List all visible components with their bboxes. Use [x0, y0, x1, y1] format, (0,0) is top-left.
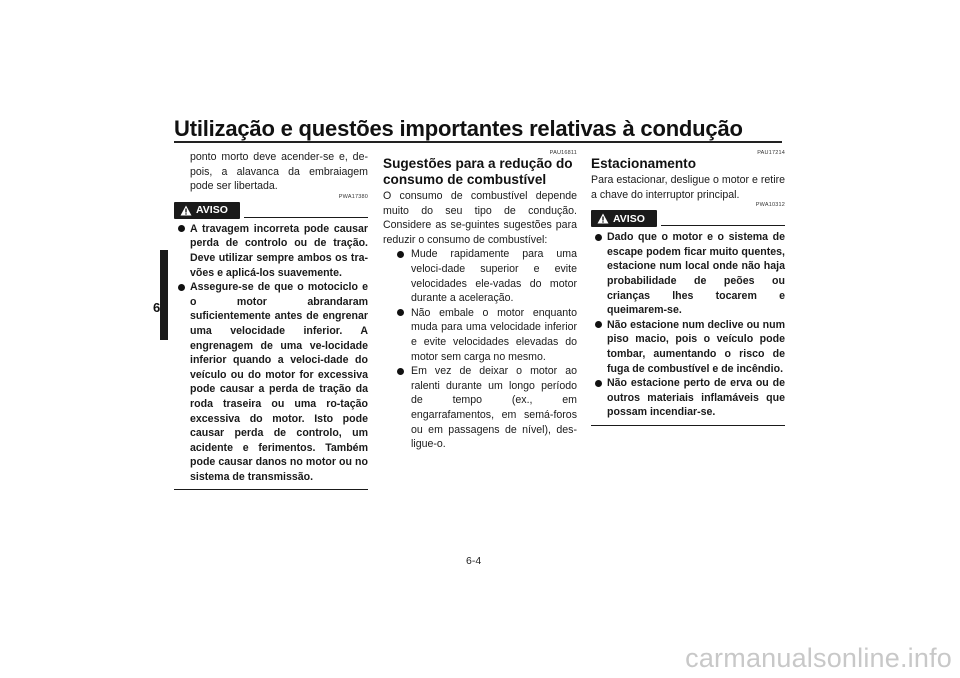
list-item-text: Dado que o motor e o sistema de escape podem ficar muito quentes, estacione num local onde não haja probabilidade de peões ou crianças lhes tocarem e queimarem-se. — [607, 231, 785, 317]
section-title-fuel: Sugestões para a redução do consumo de combustível — [383, 156, 573, 187]
list-item — [591, 230, 785, 318]
reference-code: PWA10312 — [755, 202, 785, 209]
warning-header — [174, 202, 368, 219]
warning-badge — [174, 202, 240, 219]
reference-code: PAU17214 — [757, 150, 785, 156]
list-item — [383, 364, 577, 452]
warning-label: AVISO — [196, 204, 228, 217]
warning-list — [174, 222, 368, 485]
warning-list — [591, 230, 785, 420]
list-item-text: Não embale o motor enquanto muda para uma velocidade inferior e evite velocidades elevadas do motor sem carga no mesmo. — [411, 306, 577, 363]
list-item-text: Assegure-se de que o motociclo e o motor abrandaram suficientemente antes de engrenar uma velocidade inferior. A engrenagem de uma ve-locidade inferior quando a veloci-dade do veículo ou do motor for excessiva pode causar a perda de tração da roda traseira ou uma ro-tação excessiva do motor. Isto pode causar perda de controlo, um acidente e ferimentos. Também pode causar danos no motor ou no sistema de transmissão. — [190, 281, 368, 483]
warning-label: AVISO — [613, 212, 645, 225]
bullet-icon — [178, 284, 185, 291]
chapter-tab-marker — [160, 250, 168, 340]
chapter-number: 6 — [153, 300, 161, 315]
list-item — [174, 222, 368, 280]
list-item-text: Não estacione num declive ou num piso macio, pois o veículo pode tombar, aumentando o risco de fuga de combustível e de incêndio. — [607, 318, 785, 375]
list-item-text: Mude rapidamente para uma veloci-dade superior e evite velocidades ele-vadas do motor durante a aceleração. — [411, 248, 577, 305]
bullet-icon — [595, 321, 602, 328]
list-item — [383, 247, 577, 305]
column-3 — [591, 150, 785, 426]
column-1 — [174, 150, 368, 490]
bullet-icon — [595, 380, 602, 387]
list-item — [591, 376, 785, 420]
warning-badge — [591, 210, 657, 227]
parking-intro: Para estacionar, desligue o motor e retire a chave do interruptor principal. — [591, 174, 785, 201]
bullet-icon — [397, 309, 404, 316]
warning-triangle-icon — [180, 205, 192, 216]
column-2 — [383, 150, 577, 452]
bullet-icon — [397, 368, 404, 375]
list-item — [174, 280, 368, 484]
warning-rule — [661, 225, 785, 226]
warning-header — [591, 210, 785, 227]
list-item-text: Não estacione perto de erva ou de outros materiais inflamáveis que possam incendiar-se. — [607, 377, 785, 419]
page-number: 6-4 — [466, 555, 482, 567]
bullet-icon — [178, 225, 185, 232]
intro-paragraph: ponto morto deve acender-se e, de-pois, a alavanca da embraiagem pode ser libertada. — [190, 151, 368, 193]
bullet-icon — [595, 234, 602, 241]
warning-end-rule — [591, 425, 785, 426]
list-item — [591, 318, 785, 376]
page-title: Utilização e questões importantes relativas à condução — [174, 116, 743, 141]
warning-end-rule — [174, 489, 368, 490]
section-title-parking: Estacionamento — [591, 156, 696, 171]
reference-code: PWA17380 — [338, 193, 368, 200]
fuel-tips-list — [383, 247, 577, 451]
list-item-text: A travagem incorreta pode causar perda de controlo ou de tração. Deve utilizar sempre ambos os tra-vões e aplicá-los suavemente. — [190, 222, 368, 279]
reference-code: PAU16811 — [549, 150, 577, 156]
warning-triangle-icon — [597, 213, 609, 224]
warning-rule — [244, 217, 368, 218]
fuel-intro: O consumo de combustível depende muito do seu tipo de condução. Considere as se-guintes sugestões para reduzir o consumo de combustível: — [383, 190, 577, 246]
watermark: carmanualsonline.info — [685, 643, 952, 673]
bullet-icon — [397, 251, 404, 258]
header-rule — [174, 141, 782, 143]
list-item — [383, 306, 577, 364]
list-item-text: Em vez de deixar o motor ao ralenti durante um longo período de tempo (ex., em engarrafamentos, em semá-foros ou em passagens de nível), des-ligue-o. — [411, 365, 577, 451]
